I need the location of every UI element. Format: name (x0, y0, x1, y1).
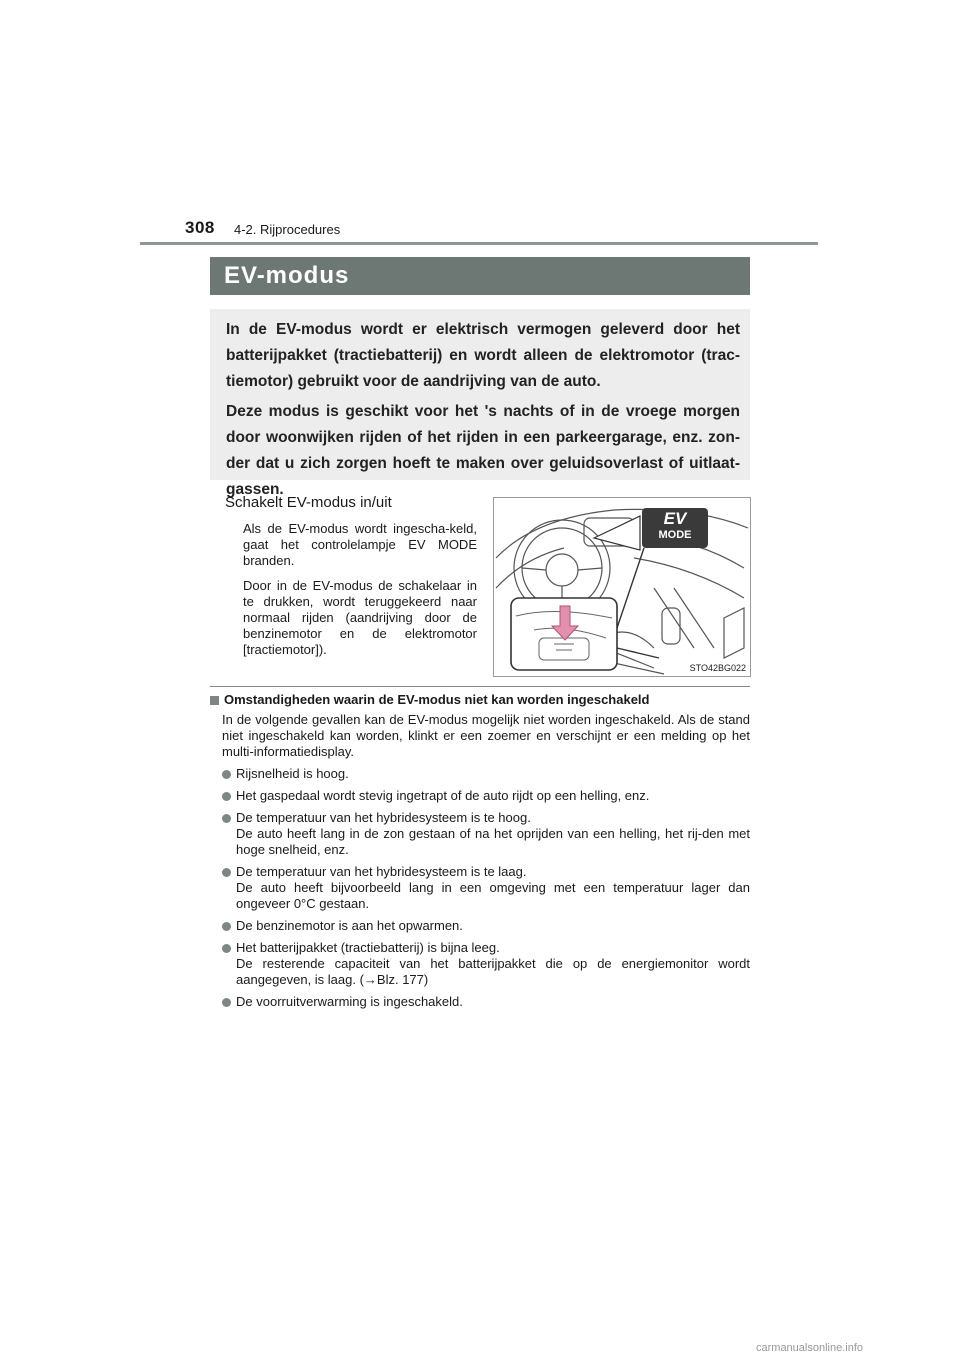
watermark: carmanualsonline.info (756, 1342, 864, 1354)
list-item-text: Rijsnelheid is hoog. (236, 766, 349, 781)
callout-desc-1: Als de EV-modus wordt ingescha-keld, gaat het controlelampje EV MODE branden. (243, 521, 477, 568)
conditions-list (210, 766, 750, 1010)
section-label: 4-2. Rijprocedures (234, 222, 341, 237)
list-item-detail: De auto heeft lang in de zon gestaan of na het oprijden van een helling, het rij-den met hoge snelheid, enz. (236, 826, 750, 857)
bullet-dot-icon (222, 770, 231, 779)
mode-badge-label: MODE (658, 529, 692, 541)
list-item-text: De voorruitverwarming is ingeschakeld. (236, 994, 463, 1009)
header-rule (140, 242, 818, 245)
ev-badge-label: EV (663, 509, 687, 528)
list-item-text: De temperatuur van het hybridesysteem is te hoog. (236, 810, 531, 825)
page-number: 308 (185, 218, 215, 237)
list-item-detail: De resterende capaciteit van het batterijpakket die op de energiemonitor wordt aangegeven, is laag. (→Blz. 177) (236, 956, 750, 987)
callout-desc-2: Door in de EV-modus de schakelaar in te drukken, wordt teruggekeerd naar normaal rijden (aandrijving door de benzinemotor en de elektromotor [tractiemotor]). (243, 578, 477, 657)
page-title: EV-modus (210, 257, 750, 295)
conditions-heading (210, 692, 750, 708)
section-divider (210, 686, 750, 687)
ev-mode-switch-illustration (493, 497, 751, 677)
list-item (210, 810, 750, 858)
dashboard-drawing (494, 498, 750, 676)
list-item-text: De benzinemotor is aan het opwarmen. (236, 918, 463, 933)
intro-paragraph-1: In de EV-modus wordt er elektrisch vermogen geleverd door het batterijpakket (tractiebatterij) en wordt alleen de elektromotor (trac-tiemotor) gebruikt voor de aandrijving van de auto. (226, 321, 740, 390)
list-item (210, 994, 750, 1010)
figure-code: STO42BG022 (689, 663, 746, 673)
square-bullet-icon (210, 696, 219, 705)
ev-mode-indicator-icon (642, 508, 708, 548)
list-item (210, 788, 750, 804)
conditions-section (210, 692, 750, 1016)
list-item-text: De temperatuur van het hybridesysteem is te laag. (236, 864, 527, 879)
bullet-dot-icon (222, 792, 231, 801)
list-item (210, 940, 750, 988)
list-item-text: Het gaspedaal wordt stevig ingetrapt of de auto rijdt op een helling, enz. (236, 788, 650, 803)
list-item-text: Het batterijpakket (tractiebatterij) is bijna leeg. (236, 940, 500, 955)
intro-paragraph-2: Deze modus is geschikt voor het 's nachts of in de vroege morgen door woonwijken rijden of het rijden in een parkeergarage, enz. zon-der dat u zich zorgen hoeft te maken over geluidsoverlast of uitlaat-gassen. (226, 403, 740, 498)
callout-title: Schakelt EV-modus in/uit (225, 494, 392, 511)
list-item-detail: De auto heeft bijvoorbeeld lang in een omgeving met een temperatuur lager dan ongeveer 0°C gestaan. (236, 880, 750, 911)
list-item (210, 766, 750, 782)
intro-box (210, 309, 750, 498)
conditions-intro: In de volgende gevallen kan de EV-modus mogelijk niet worden ingeschakeld. Als de stand niet ingeschakeld kan worden, klinkt er een zoemer en verschijnt er een melding op het multi-informatiedisplay. (222, 712, 750, 759)
list-item (210, 864, 750, 912)
list-item (210, 918, 750, 934)
bullet-dot-icon (222, 998, 231, 1007)
bullet-dot-icon (222, 922, 231, 931)
bullet-dot-icon (222, 944, 231, 953)
conditions-heading-text: Omstandigheden waarin de EV-modus niet kan worden ingeschakeld (224, 692, 650, 707)
callout-description (243, 521, 477, 667)
bullet-dot-icon (222, 814, 231, 823)
bullet-dot-icon (222, 868, 231, 877)
